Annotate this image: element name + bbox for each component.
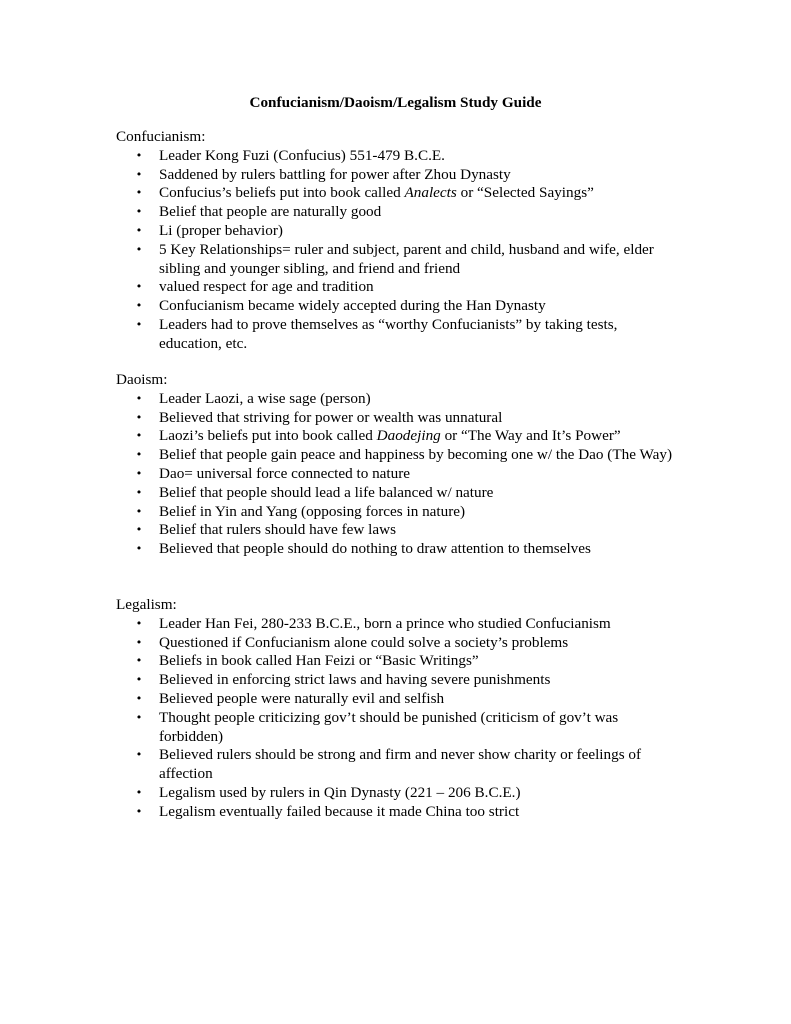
- bullet-icon: •: [135, 654, 143, 668]
- list-item: [116, 615, 679, 634]
- bullet-icon: •: [135, 523, 143, 537]
- list-item: [116, 316, 679, 354]
- item-text-tail: or “The Way and It’s Power”: [440, 427, 621, 445]
- item-text: Leaders had to prove themselves as “worthy Confucianists” by taking tests, education, etc.: [159, 315, 618, 352]
- list-item: [116, 540, 679, 559]
- list-item: [116, 390, 679, 409]
- bullet-icon: •: [135, 804, 143, 818]
- bullet-icon: •: [135, 504, 143, 518]
- bullet-list: [116, 147, 676, 354]
- bullet-icon: •: [135, 691, 143, 705]
- document-title: Confucianism/Daoism/Legalism Study Guide: [249, 94, 542, 111]
- list-item: [116, 746, 679, 784]
- item-book-title: Daodejing: [376, 427, 441, 445]
- list-item: [116, 147, 679, 166]
- item-text: Questioned if Confucianism alone could solve a society’s problems: [159, 633, 569, 651]
- item-text: Leader Han Fei, 280-233 B.C.E., born a prince who studied Confucianism: [159, 614, 611, 632]
- bullet-icon: •: [135, 299, 143, 313]
- list-item: [116, 709, 679, 747]
- list-item: [116, 446, 679, 465]
- item-text: Thought people criticizing gov’t should be punished (criticism of gov’t was forbidden): [159, 708, 619, 745]
- list-item: [116, 409, 679, 428]
- bullet-icon: •: [135, 167, 143, 181]
- bullet-icon: •: [135, 635, 143, 649]
- bullet-icon: •: [135, 205, 143, 219]
- item-text: Li (proper behavior): [159, 221, 283, 239]
- item-text: Belief that people gain peace and happiness by becoming one w/ the Dao (The Way): [159, 446, 673, 464]
- bullet-icon: •: [135, 429, 143, 443]
- item-text: valued respect for age and tradition: [159, 278, 374, 296]
- bullet-icon: •: [135, 410, 143, 424]
- item-text: Belief in Yin and Yang (opposing forces in nature): [159, 502, 466, 520]
- section-legalism: [116, 596, 676, 822]
- list-item: [116, 803, 679, 822]
- list-item: [116, 465, 679, 484]
- section-heading: Legalism:: [116, 596, 177, 613]
- item-text: Believed rulers should be strong and firm and never show charity or feelings of affection: [159, 746, 642, 783]
- list-item: [116, 241, 679, 279]
- bullet-icon: •: [135, 391, 143, 405]
- bullet-icon: •: [135, 448, 143, 462]
- item-text: 5 Key Relationships= ruler and subject, parent and child, husband and wife, elder sibling and younger sibling, and friend and friend: [159, 240, 654, 277]
- item-text: Believed in enforcing strict laws and having severe punishments: [159, 671, 551, 689]
- item-text: Confucius’s beliefs put into book called: [159, 184, 405, 202]
- bullet-icon: •: [135, 223, 143, 237]
- bullet-icon: •: [135, 616, 143, 630]
- item-text: Laozi’s beliefs put into book called: [159, 427, 377, 445]
- item-text: Believed that people should do nothing to draw attention to themselves: [159, 540, 591, 558]
- section-heading: Confucianism:: [116, 128, 206, 145]
- list-item: [116, 671, 679, 690]
- bullet-list: [116, 615, 676, 822]
- list-item: [116, 278, 679, 297]
- item-text: Beliefs in book called Han Feizi or “Basic Writings”: [159, 652, 479, 670]
- list-item: [116, 427, 679, 446]
- bullet-icon: •: [135, 317, 143, 331]
- list-item: [116, 484, 679, 503]
- item-text: Confucianism became widely accepted during the Han Dynasty: [159, 297, 546, 315]
- bullet-list: [116, 390, 676, 559]
- bullet-icon: •: [135, 542, 143, 556]
- item-book-title: Analects: [404, 184, 457, 202]
- list-item: [116, 297, 679, 316]
- list-item: [116, 521, 679, 540]
- section-daoism: [116, 371, 676, 559]
- bullet-icon: •: [135, 186, 143, 200]
- bullet-icon: •: [135, 242, 143, 256]
- item-text: Leader Laozi, a wise sage (person): [159, 389, 371, 407]
- list-item: [116, 184, 679, 203]
- section-heading: Daoism:: [116, 371, 168, 388]
- item-text: Belief that people are naturally good: [159, 203, 382, 221]
- list-item: [116, 690, 679, 709]
- item-text: Dao= universal force connected to nature: [159, 464, 411, 482]
- item-text: Belief that people should lead a life balanced w/ nature: [159, 483, 494, 501]
- section-confucianism: [116, 128, 676, 354]
- bullet-icon: •: [135, 485, 143, 499]
- item-text: Believed people were naturally evil and selfish: [159, 689, 445, 707]
- item-text-tail: or “Selected Sayings”: [456, 184, 594, 202]
- bullet-icon: •: [135, 466, 143, 480]
- item-text: Believed that striving for power or wealth was unnatural: [159, 408, 503, 426]
- bullet-icon: •: [135, 280, 143, 294]
- list-item: [116, 503, 679, 522]
- list-item: [116, 634, 679, 653]
- bullet-icon: •: [135, 785, 143, 799]
- bullet-icon: •: [135, 748, 143, 762]
- bullet-icon: •: [135, 710, 143, 724]
- item-text: Leader Kong Fuzi (Confucius) 551-479 B.C.E.: [159, 146, 445, 164]
- bullet-icon: •: [135, 673, 143, 687]
- list-item: [116, 652, 679, 671]
- list-item: [116, 203, 679, 222]
- item-text: Legalism eventually failed because it made China too strict: [159, 802, 520, 820]
- list-item: [116, 784, 679, 803]
- bullet-icon: •: [135, 148, 143, 162]
- item-text: Saddened by rulers battling for power after Zhou Dynasty: [159, 165, 511, 183]
- list-item: [116, 166, 679, 185]
- item-text: Belief that rulers should have few laws: [159, 521, 397, 539]
- item-text: Legalism used by rulers in Qin Dynasty (221 – 206 B.C.E.): [159, 783, 521, 801]
- list-item: [116, 222, 679, 241]
